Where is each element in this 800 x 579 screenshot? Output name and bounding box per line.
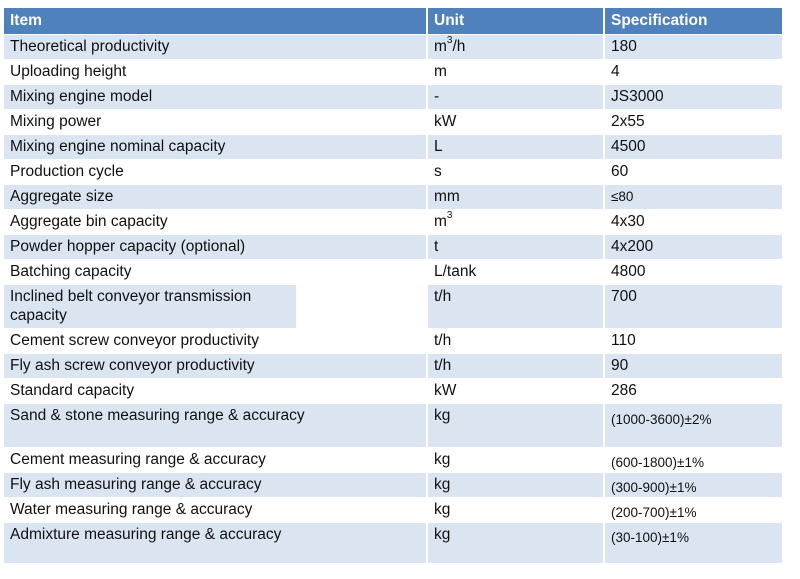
spec-cell: (200-700)±1% [605, 498, 782, 522]
spec-cell: 4 [605, 60, 782, 84]
unit-cell: kW [428, 110, 605, 134]
spec-cell: 60 [605, 160, 782, 184]
table-row [4, 110, 782, 135]
unit-cell: kg [428, 473, 605, 497]
cell-gap [298, 285, 428, 328]
table-row [4, 404, 782, 448]
spec-table [4, 8, 782, 564]
item-cell: Uploading height [4, 60, 428, 84]
unit-cell: kg [428, 448, 605, 472]
item-cell: Theoretical productivity [4, 35, 428, 59]
item-cell: Mixing engine model [4, 85, 428, 109]
table-row [4, 523, 782, 564]
item-cell: Aggregate bin capacity [4, 210, 428, 234]
unit-cell: t/h [428, 285, 605, 328]
item-cell: Water measuring range & accuracy [4, 498, 428, 522]
spec-cell: 180 [605, 35, 782, 59]
table-row [4, 135, 782, 160]
unit-cell: - [428, 85, 605, 109]
table-row [4, 260, 782, 285]
table-row [4, 329, 782, 354]
item-cell: Cement screw conveyor productivity [4, 329, 428, 353]
unit-cell: t/h [428, 329, 605, 353]
item-cell: Batching capacity [4, 260, 428, 284]
unit-cell: t [428, 235, 605, 259]
item-cell: Fly ash screw conveyor productivity [4, 354, 428, 378]
unit-cell: kg [428, 498, 605, 522]
unit-cell: s [428, 160, 605, 184]
spec-cell: 286 [605, 379, 782, 403]
spec-cell: 700 [605, 285, 782, 328]
header-spec: Specification [605, 8, 782, 34]
item-cell: Mixing power [4, 110, 428, 134]
table-row [4, 85, 782, 110]
unit-cell: L [428, 135, 605, 159]
spec-cell: (1000-3600)±2% [605, 404, 782, 447]
table-row [4, 473, 782, 498]
spec-cell: 110 [605, 329, 782, 353]
item-cell: Production cycle [4, 160, 428, 184]
spec-cell: 4500 [605, 135, 782, 159]
spec-cell: 4x200 [605, 235, 782, 259]
table-row [4, 210, 782, 235]
unit-cell: kW [428, 379, 605, 403]
item-cell: Aggregate size [4, 185, 428, 209]
spec-cell: (600-1800)±1% [605, 448, 782, 472]
spec-cell: 4x30 [605, 210, 782, 234]
unit-cell: $m^3$ [428, 210, 605, 234]
unit-cell: mm [428, 185, 605, 209]
spec-cell: (30-100)±1% [605, 523, 782, 563]
spec-cell: (300-900)±1% [605, 473, 782, 497]
item-cell: Sand & stone measuring range & accuracy [4, 404, 428, 447]
table-row [4, 235, 782, 260]
spec-cell: 4800 [605, 260, 782, 284]
header-unit: Unit [428, 8, 605, 34]
item-cell: Admixture measuring range & accuracy [4, 523, 428, 563]
unit-cell: kg [428, 404, 605, 447]
spec-cell: ≤80 [605, 185, 782, 209]
unit-cell: L/tank [428, 260, 605, 284]
unit-cell: $m^3/h$ [428, 35, 605, 59]
table-header [4, 8, 782, 35]
table-row [4, 60, 782, 85]
table-row [4, 185, 782, 210]
table-row [4, 285, 782, 329]
item-cell: Cement measuring range & accuracy [4, 448, 428, 472]
item-cell: Powder hopper capacity (optional) [4, 235, 428, 259]
spec-cell: JS3000 [605, 85, 782, 109]
item-cell: Mixing engine nominal capacity [4, 135, 428, 159]
unit-cell: t/h [428, 354, 605, 378]
item-cell: Inclined belt conveyor transmission capacity [4, 285, 298, 328]
item-cell: Standard capacity [4, 379, 428, 403]
table-row [4, 35, 782, 60]
item-cell: Fly ash measuring range & accuracy [4, 473, 428, 497]
unit-cell: m [428, 60, 605, 84]
table-row [4, 448, 782, 473]
spec-cell: 2x55 [605, 110, 782, 134]
unit-cell: kg [428, 523, 605, 563]
table-row [4, 160, 782, 185]
table-row [4, 498, 782, 523]
table-row [4, 354, 782, 379]
table-row [4, 379, 782, 404]
header-item: Item [4, 8, 428, 34]
spec-cell: 90 [605, 354, 782, 378]
